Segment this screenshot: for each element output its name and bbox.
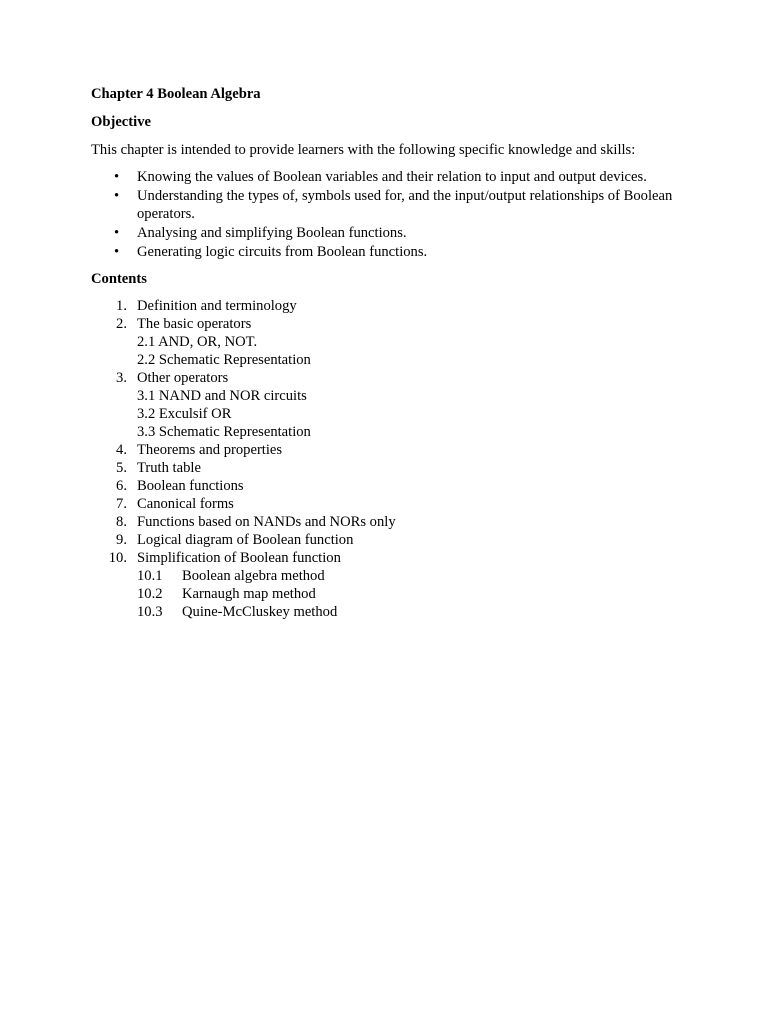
contents-subitem-number: 10.2 [137, 586, 163, 602]
objective-item [91, 168, 691, 186]
objective-list [91, 168, 691, 261]
contents-item [91, 495, 691, 513]
contents-item-label: Logical diagram of Boolean function [137, 532, 354, 548]
contents-item [91, 315, 691, 369]
contents-subitem: 2.1 AND, OR, NOT. [137, 334, 258, 350]
contents-item [91, 369, 691, 441]
objective-intro: This chapter is intended to provide learners with the following specific knowledge and skills: [91, 142, 636, 158]
contents-subitem [137, 603, 691, 621]
objective-item [91, 187, 691, 223]
contents-item-label: Truth table [137, 460, 201, 476]
contents-item-number: 5. [116, 460, 127, 476]
contents-item-label: Canonical forms [137, 496, 234, 512]
contents-item-label: Functions based on NANDs and NORs only [137, 514, 396, 530]
contents-item-label: Theorems and properties [137, 442, 283, 458]
contents-item-label: The basic operators [137, 316, 252, 332]
objective-item-text: Generating logic circuits from Boolean functions. [137, 244, 428, 260]
contents-item-label: Simplification of Boolean function [137, 550, 341, 566]
contents-subitem [137, 585, 691, 603]
contents-item [91, 441, 691, 459]
contents-subitem [137, 567, 691, 585]
contents-item [91, 549, 691, 621]
contents-item [91, 477, 691, 495]
contents-item [91, 513, 691, 531]
contents-item-number: 8. [116, 514, 127, 530]
bullet-icon: • [114, 188, 120, 204]
contents-subitem-label: Boolean algebra method [182, 568, 325, 584]
contents-item-number: 7. [116, 496, 127, 512]
contents-subitem: 3.2 Exculsif OR [137, 406, 232, 422]
bullet-icon: • [114, 169, 120, 185]
objective-item-text: Understanding the types of, symbols used for, and the input/output relationships of Boolean operators. [137, 188, 673, 222]
contents-subitem-label: Karnaugh map method [182, 586, 316, 602]
contents-item-label: Boolean functions [137, 478, 244, 494]
contents-item-number: 6. [116, 478, 127, 494]
bullet-icon: • [114, 225, 120, 241]
contents-subitem-number: 10.1 [137, 568, 163, 584]
contents-item-number: 10. [108, 550, 127, 566]
contents-subitem: 2.2 Schematic Representation [137, 352, 311, 368]
objective-heading: Objective [91, 114, 151, 130]
contents-item-label: Definition and terminology [137, 298, 297, 314]
contents-item [91, 459, 691, 477]
contents-heading: Contents [91, 271, 147, 287]
contents-subitem-number: 10.3 [137, 604, 163, 620]
document-page [91, 84, 691, 621]
contents-subitem: 3.1 NAND and NOR circuits [137, 388, 307, 404]
objective-item [91, 224, 691, 242]
contents-item-number: 1. [116, 298, 127, 314]
contents-subitem-label: Quine-McCluskey method [182, 604, 338, 620]
contents-item [91, 531, 691, 549]
objective-item [91, 243, 691, 261]
bullet-icon: • [114, 244, 120, 260]
objective-item-text: Knowing the values of Boolean variables and their relation to input and output devices. [137, 169, 647, 185]
contents-item-number: 9. [116, 532, 127, 548]
contents-item-label: Other operators [137, 370, 229, 386]
chapter-title: Chapter 4 Boolean Algebra [91, 86, 261, 102]
contents-item-number: 3. [116, 370, 127, 386]
contents-subitem: 3.3 Schematic Representation [137, 424, 311, 440]
contents-item [91, 297, 691, 315]
contents-item-number: 2. [116, 316, 127, 332]
objective-item-text: Analysing and simplifying Boolean functions. [137, 225, 407, 241]
contents-list [91, 297, 691, 621]
contents-item-number: 4. [116, 442, 127, 458]
